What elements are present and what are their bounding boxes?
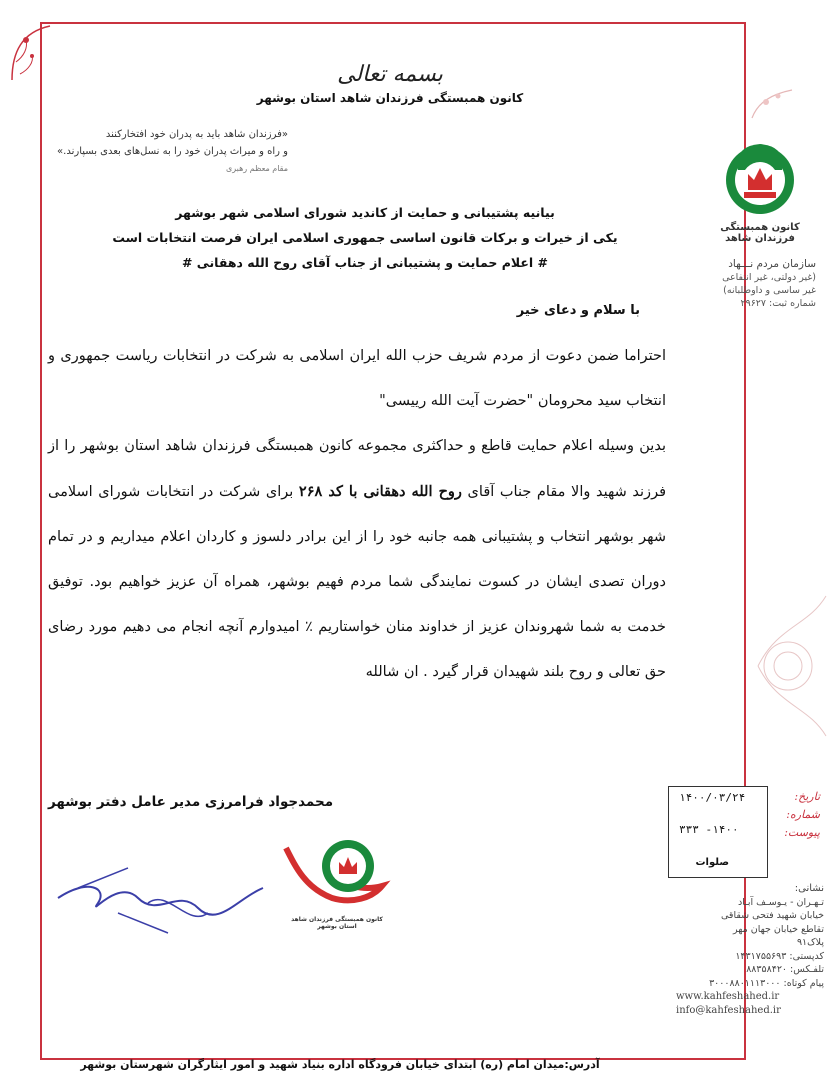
bismillah-calligraphy: بسمه تعالی bbox=[337, 62, 443, 87]
body-paragraph-2 bbox=[48, 424, 666, 695]
body-text-part: بدین وسیله اعلام حمایت قاطع و حداکثری مجموعه کانون همبستگی فرزندان شاهد استان بوشهر را از فرزند شهید والا مقام جناب آقای bbox=[48, 438, 666, 500]
org-logo bbox=[700, 138, 820, 244]
contact-info bbox=[676, 882, 824, 1017]
date-box-labels bbox=[770, 788, 820, 842]
date-label: تاریخ: bbox=[794, 790, 820, 803]
attachment-label: پیوست: bbox=[784, 826, 820, 839]
corner-ornament-icon bbox=[6, 22, 52, 82]
address-line: تـهـران - یـوسـف آبـاد bbox=[737, 896, 824, 908]
greeting: با سلام و دعای خیر bbox=[516, 303, 640, 318]
letter-header bbox=[250, 62, 530, 105]
letter-number: ۳۳۳ -۱۴۰۰ bbox=[679, 823, 739, 836]
tulip-logo-icon bbox=[710, 138, 810, 218]
signature-scrawl bbox=[48, 858, 268, 948]
logo-org-name: کانون همبستگی فرزندان شاهد bbox=[720, 222, 800, 244]
website-link[interactable]: www.kahfeshahed.ir bbox=[676, 991, 780, 1002]
ngo-title: سازمان مردم نـــهاد bbox=[728, 258, 816, 270]
registration-number: شماره ثبت: ۲۹۶۲۷ bbox=[740, 298, 816, 309]
quote-author: مقام معظم رهبری bbox=[225, 164, 288, 173]
address-line: پلاک۹۱ bbox=[796, 937, 824, 948]
address-label: نشانی: bbox=[794, 883, 824, 894]
org-registration-info bbox=[676, 258, 816, 310]
leader-quote bbox=[18, 126, 288, 177]
ngo-line: (غیر دولتی، غیر انتفاعی bbox=[722, 272, 816, 283]
letter-body bbox=[48, 334, 666, 695]
email-link[interactable]: info@kahfeshahed.ir bbox=[676, 1004, 781, 1016]
body-text-part: برای شرکت در انتخابات شورای اسلامی شهر بوشهر انتخاب و پشتیبانی همه جانبه خود را از این برادر دلسوز و کاردان اعلام میداریم و در تمام دوران تصدی ایشان در کسوت نمایندگی شما مردم فهیم بوشهر، همراه آن عزیز خواهیم بود. توفیق خدمت به شما شهروندان عزیز از خداوند منان خواستاریم ٪ امیدوارم آنچه انجام می دهیم مورد رضای حق تعالی و روح بلند شهیدان قرار گیرد . ان شالله bbox=[48, 484, 666, 680]
quote-line: «فرزندان شاهد باید به پدران خود افتخارکنند bbox=[105, 129, 288, 140]
address-line: تقاطع خیابان جهان مهر bbox=[732, 923, 824, 935]
statement-title: بیانیه پشتیبانی و حمایت از کاندید شورای اسلامی شهر بوشهر bbox=[175, 205, 555, 220]
org-stamp bbox=[282, 828, 392, 938]
address-line: خیابان شهید فتحی شقاقی bbox=[721, 910, 824, 921]
postal-code: کدپستی: ۱۴۳۱۷۵۵۶۹۳ bbox=[735, 950, 824, 962]
signer-name: محمدجواد فرامرزی مدیر عامل دفتر بوشهر bbox=[48, 794, 334, 810]
dove-tulip-stamp-icon bbox=[282, 828, 392, 916]
statement-subtitle: یکی از خیرات و برکات قانون اساسی جمهوری اسلامی ایران فرصت انتخابات است bbox=[112, 230, 618, 245]
body-paragraph: احتراما ضمن دعوت از مردم شریف حزب الله ایران اسلامی به شرکت در انتخابات ریاست جمهوری و انتخاب سید محرومان "حضرت آیت الله رییسی" bbox=[48, 348, 666, 409]
sms-number: پیام کوتاه: ۳۰۰۰۸۸۰۱۱۱۳۰۰۰ bbox=[709, 977, 824, 989]
letter-attachment: صلوات bbox=[695, 857, 729, 868]
side-ornament-icon bbox=[748, 586, 830, 746]
candidate-name-code: روح الله دهقانی با کد ۲۶۸ bbox=[298, 483, 462, 500]
phone-fax: تلفـکس: ۸۸۳۵۸۴۲۰ bbox=[746, 964, 824, 975]
date-number-box bbox=[668, 786, 768, 878]
quote-line: و راه و میراث پدران خود را به نسل‌های بعدی بسپارند.» bbox=[57, 146, 288, 157]
number-label: شماره: bbox=[786, 808, 820, 821]
statement-headline: # اعلام حمایت و پشتیبانی از جناب آقای روح الله دهقانی # bbox=[181, 255, 549, 270]
stamp-caption: کانون همبستگی فرزندان شاهد استان بوشهر bbox=[291, 916, 383, 930]
ngo-line: غیر ساسی و داوطلبانه) bbox=[723, 285, 816, 296]
header-org-name: کانون همبستگی فرزندان شاهد استان بوشهر bbox=[256, 91, 524, 105]
floral-ornament-icon bbox=[748, 82, 796, 122]
statement-titles bbox=[60, 200, 670, 275]
footer-address: آدرس:میدان امام (ره) ابتدای خیابان فرودگاه اداره بنیاد شهید و امور ایثارگران شهرستان بوشهر bbox=[80, 1058, 600, 1071]
letter-date: ۱۴۰۰/۰۳/۲۴ bbox=[679, 791, 746, 804]
